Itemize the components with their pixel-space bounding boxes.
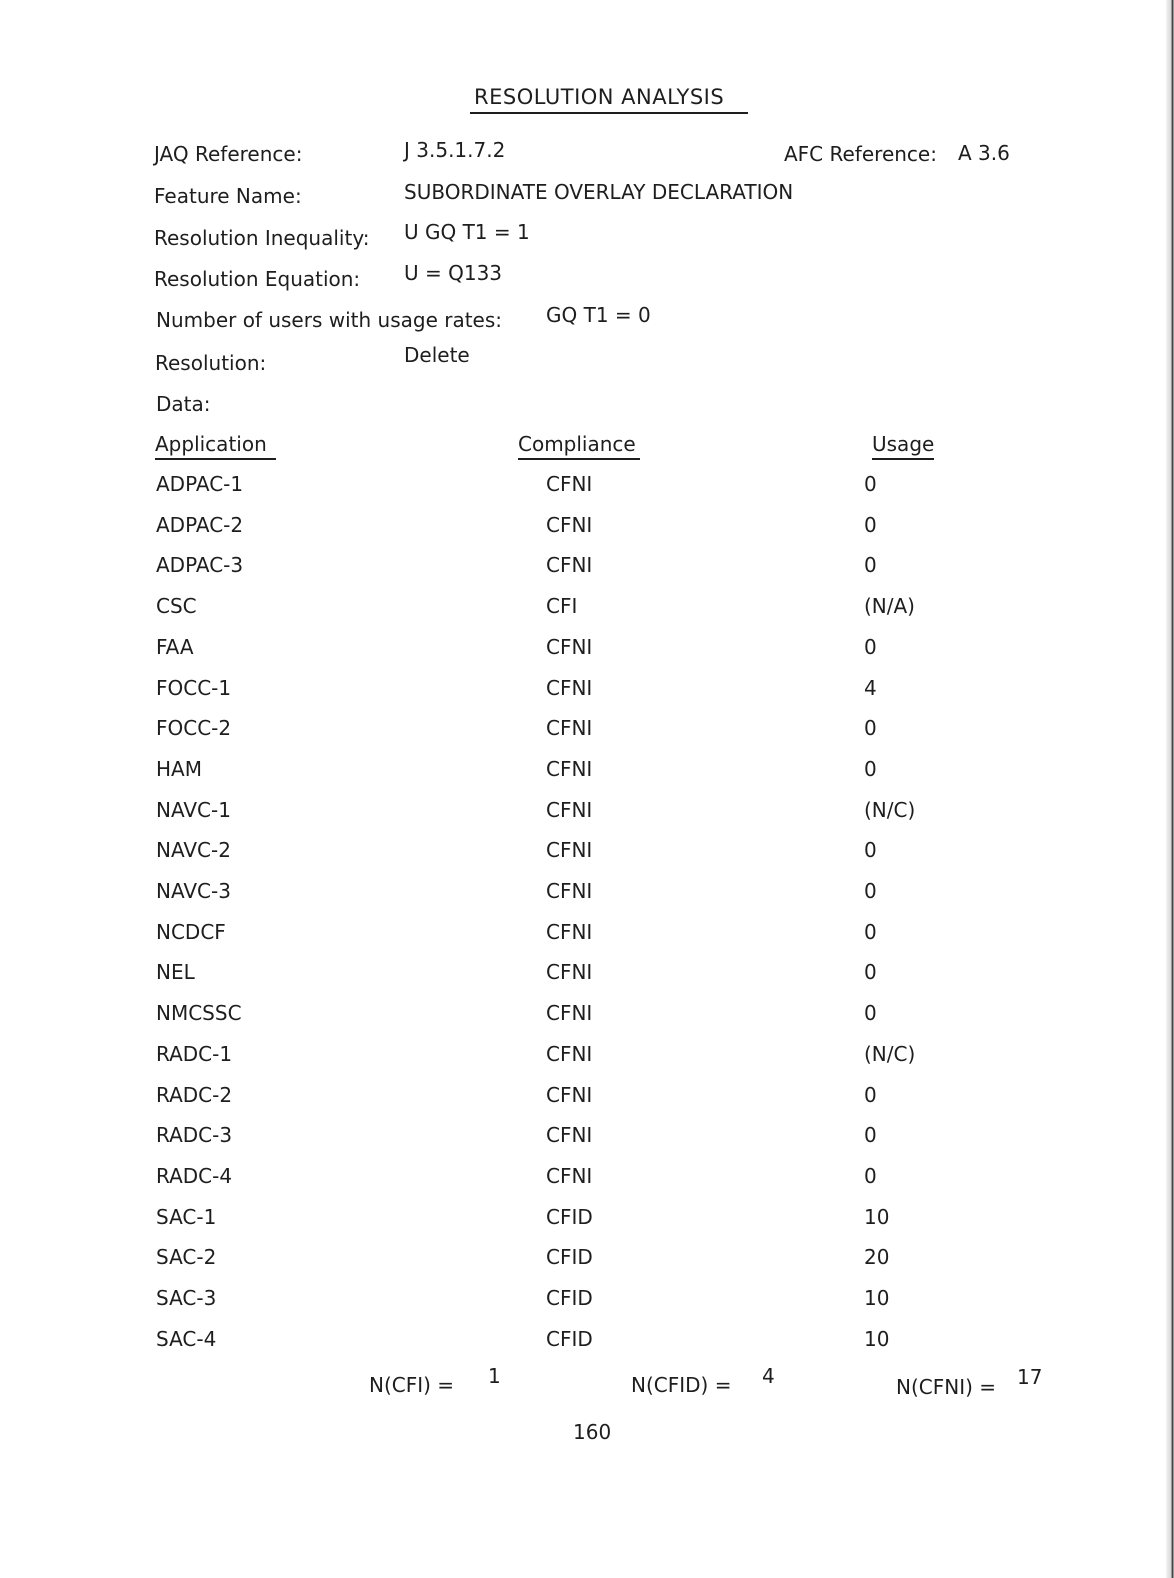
column-header-compliance: Compliance [518, 432, 636, 456]
table-cell-compliance: CFID [546, 1245, 593, 1269]
users-usage-value: GQ T1 = 0 [546, 303, 651, 327]
table-cell-application: NMCSSC [156, 1001, 242, 1025]
column-header-usage-underline [872, 458, 934, 460]
table-cell-application: NAVC-1 [156, 798, 231, 822]
total-cfi-label: N(CFI) = [369, 1373, 455, 1397]
table-cell-compliance: CFNI [546, 553, 593, 577]
table-cell-compliance: CFNI [546, 920, 593, 944]
table-cell-compliance: CFNI [546, 676, 593, 700]
table-cell-usage: 0 [864, 960, 877, 984]
table-cell-usage: 0 [864, 1001, 877, 1025]
table-cell-application: RADC-2 [156, 1083, 233, 1107]
users-usage-label: Number of users with usage rates: [156, 308, 503, 332]
column-header-application-underline [155, 458, 276, 460]
total-cfid-label: N(CFID) = [631, 1373, 732, 1397]
resolution-inequality-value: U GQ T1 = 1 [404, 220, 530, 244]
table-cell-usage: 0 [864, 1123, 877, 1147]
afc-reference-value: A 3.6 [958, 141, 1010, 165]
table-cell-compliance: CFI [546, 594, 578, 618]
table-cell-compliance: CFID [546, 1286, 593, 1310]
table-cell-compliance: CFNI [546, 1083, 593, 1107]
table-cell-application: SAC-3 [156, 1286, 217, 1310]
total-cfni-value: 17 [1017, 1365, 1043, 1389]
resolution-equation-label: Resolution Equation: [154, 267, 361, 291]
table-cell-application: FOCC-1 [156, 676, 232, 700]
jaq-reference-value: J 3.5.1.7.2 [404, 138, 506, 162]
resolution-equation-value: U = Q133 [404, 261, 503, 285]
table-cell-application: CSC [156, 594, 197, 618]
page-number: 160 [573, 1420, 612, 1444]
table-cell-compliance: CFNI [546, 838, 593, 862]
table-cell-usage: 10 [864, 1286, 890, 1310]
table-cell-usage: 0 [864, 757, 877, 781]
data-label: Data: [156, 392, 211, 416]
table-cell-usage: 10 [864, 1205, 890, 1229]
table-cell-compliance: CFNI [546, 798, 593, 822]
table-cell-compliance: CFNI [546, 879, 593, 903]
table-cell-compliance: CFNI [546, 716, 593, 740]
table-cell-usage: 0 [864, 472, 877, 496]
table-cell-usage: 0 [864, 920, 877, 944]
table-cell-application: FOCC-2 [156, 716, 232, 740]
table-cell-usage: 4 [864, 676, 877, 700]
table-cell-usage: 10 [864, 1327, 890, 1351]
page-edge [1166, 0, 1174, 1578]
table-cell-compliance: CFNI [546, 1164, 593, 1188]
column-header-compliance-underline [518, 458, 640, 460]
table-cell-usage: (N/C) [864, 1042, 916, 1066]
table-cell-usage: 0 [864, 635, 877, 659]
table-cell-application: RADC-1 [156, 1042, 233, 1066]
resolution-value: Delete [404, 343, 470, 367]
table-cell-usage: 20 [864, 1245, 890, 1269]
table-cell-application: ADPAC-1 [156, 472, 244, 496]
table-cell-usage: 0 [864, 553, 877, 577]
table-cell-application: RADC-4 [156, 1164, 233, 1188]
total-cfi-value: 1 [488, 1364, 501, 1388]
column-header-usage: Usage [872, 432, 935, 456]
total-cfni-label: N(CFNI) = [896, 1375, 997, 1399]
column-header-application: Application [155, 432, 267, 456]
table-cell-usage: 0 [864, 838, 877, 862]
jaq-reference-label: JAQ Reference: [154, 142, 303, 166]
title-underline [470, 112, 748, 114]
table-cell-application: ADPAC-3 [156, 553, 244, 577]
table-cell-usage: 0 [864, 879, 877, 903]
table-cell-application: HAM [156, 757, 202, 781]
table-cell-application: SAC-4 [156, 1327, 217, 1351]
feature-name-label: Feature Name: [154, 184, 302, 208]
table-cell-compliance: CFNI [546, 960, 593, 984]
table-cell-compliance: CFNI [546, 472, 593, 496]
table-cell-usage: (N/C) [864, 798, 916, 822]
table-cell-usage: 0 [864, 1164, 877, 1188]
table-cell-application: NCDCF [156, 920, 226, 944]
table-cell-usage: 0 [864, 513, 877, 537]
table-cell-compliance: CFID [546, 1327, 593, 1351]
resolution-label: Resolution: [155, 351, 267, 375]
table-cell-application: FAA [156, 635, 194, 659]
table-cell-compliance: CFNI [546, 1123, 593, 1147]
afc-reference-label: AFC Reference: [784, 142, 937, 166]
table-cell-application: RADC-3 [156, 1123, 233, 1147]
total-cfid-value: 4 [762, 1364, 775, 1388]
table-cell-compliance: CFID [546, 1205, 593, 1229]
table-cell-compliance: CFNI [546, 1042, 593, 1066]
resolution-inequality-label: Resolution Inequality: [154, 226, 370, 250]
table-cell-compliance: CFNI [546, 757, 593, 781]
table-cell-compliance: CFNI [546, 513, 593, 537]
table-cell-usage: (N/A) [864, 594, 915, 618]
table-cell-application: NEL [156, 960, 195, 984]
table-cell-usage: 0 [864, 1083, 877, 1107]
table-cell-application: ADPAC-2 [156, 513, 244, 537]
table-cell-compliance: CFNI [546, 1001, 593, 1025]
feature-name-value: SUBORDINATE OVERLAY DECLARATION [404, 180, 794, 204]
table-cell-application: NAVC-2 [156, 838, 231, 862]
table-cell-application: SAC-2 [156, 1245, 217, 1269]
table-cell-application: NAVC-3 [156, 879, 231, 903]
table-cell-usage: 0 [864, 716, 877, 740]
table-cell-application: SAC-1 [156, 1205, 217, 1229]
table-cell-compliance: CFNI [546, 635, 593, 659]
page-title: RESOLUTION ANALYSIS [474, 85, 725, 109]
